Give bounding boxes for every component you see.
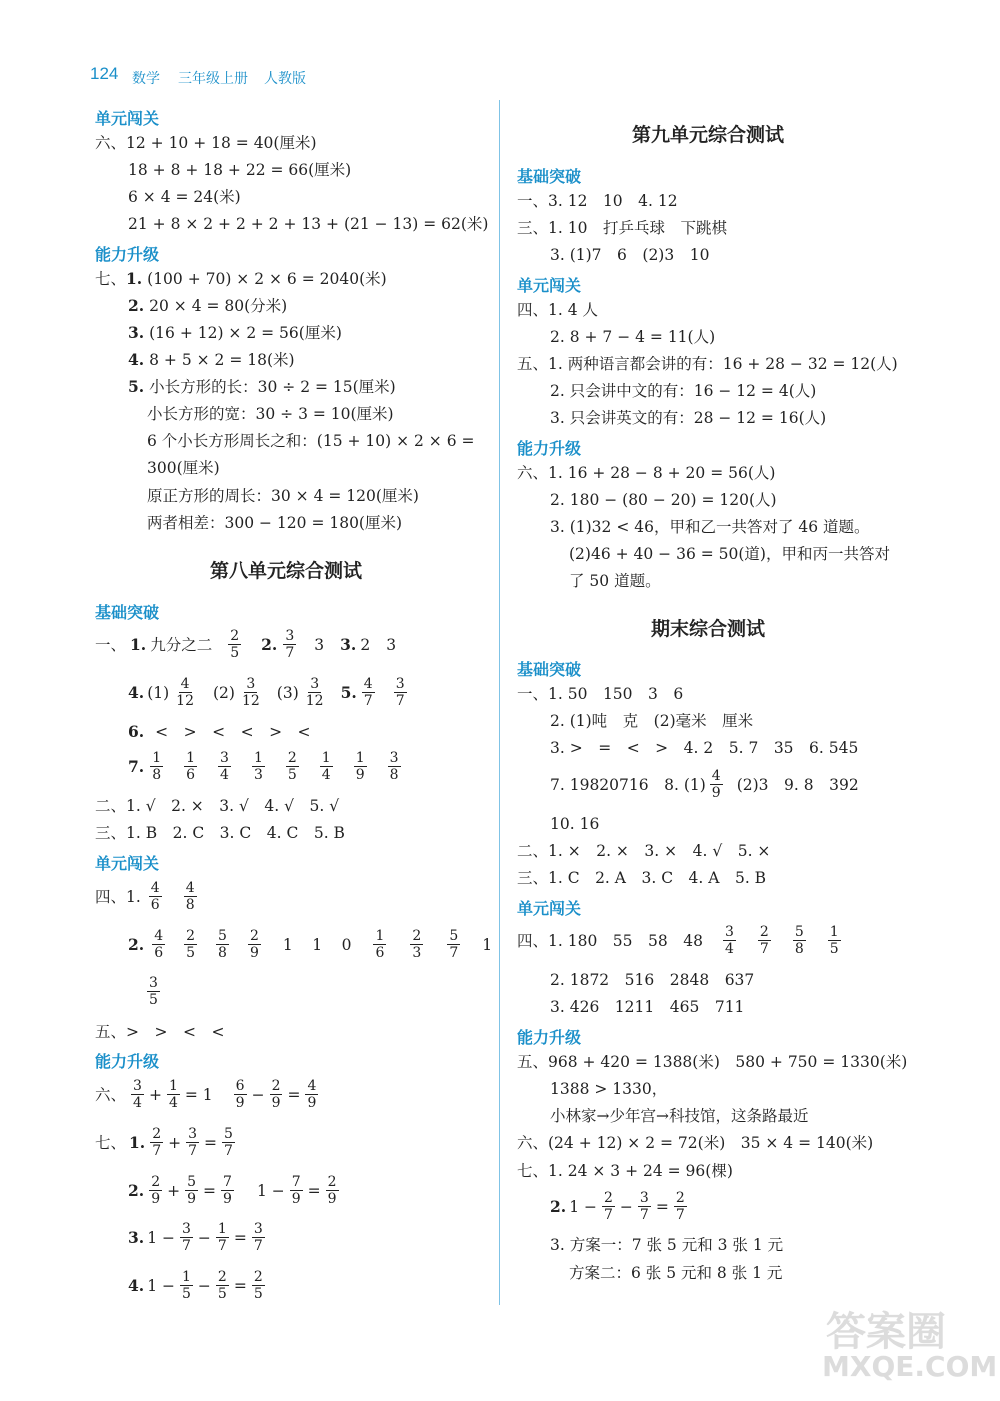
section-danyuan-1: 单元闯关 xyxy=(95,109,160,128)
section-jichu-8: 基础突破 xyxy=(95,603,160,622)
fraction: $\frac{1}{9}$ xyxy=(355,750,365,783)
section-nengli-1: 能力升级 xyxy=(95,245,160,264)
answer-line: 二、1. √ 2. × 3. √ 4. √ 5. √ xyxy=(95,797,340,815)
answer-line xyxy=(145,975,162,1008)
title-unit9: 第九单元综合测试 xyxy=(632,124,785,146)
answer-line: 七、1. (100 + 70) × 2 × 6 = 2040(米) xyxy=(95,269,387,288)
answer-line: 四、1. 180 55 58 48 $\frac{3}{4}$ $\frac{2}{7}$ $\frac{5}{8}$ $\frac{1}{5}$ xyxy=(517,924,839,957)
answer-line: 一、1. 50 150 3 6 xyxy=(517,685,684,703)
answer-line: 五、968 + 420 = 1388(米) 580 + 750 = 1330(米) xyxy=(517,1053,908,1071)
answer-line: 七、 1. $\frac{2}{7}$ + $\frac{3}{7}$ = $\frac{5}{7}$ xyxy=(95,1126,233,1159)
answer-line: 六、(24 + 12) × 2 = 72(米) 35 × 4 = 140(米) xyxy=(517,1134,874,1152)
fraction: $\frac{3}{7}$ xyxy=(285,628,295,661)
answer-line: 一、3. 12 10 4. 12 xyxy=(517,192,678,210)
answer-line: 2. 20 × 4 = 80(分米) xyxy=(128,296,288,315)
answer-line: 2. 1872 516 2848 637 xyxy=(550,971,755,989)
answer-line: 5. 小长方形的长：30 ÷ 2 = 15(厘米) xyxy=(128,377,396,396)
fraction: $\frac{3}{7}$ xyxy=(395,676,405,709)
fraction: $\frac{4}{7}$ xyxy=(363,676,373,709)
answer-line: 四、1. 4 人 xyxy=(517,301,599,319)
answer-line: 二、1. × 2. × 3. × 4. √ 5. × xyxy=(517,842,771,860)
answer-line: 1388 > 1330， xyxy=(550,1080,668,1098)
answer-line: 3. 只会讲英文的有：28 − 12 = 16(人) xyxy=(550,409,827,427)
fraction: $\frac{1}{6}$ xyxy=(375,928,385,961)
answer-line: 6 × 4 = 24(米) xyxy=(128,188,241,206)
answer-line: 五、> > < < xyxy=(95,1023,225,1041)
answer-line: 了 50 道题。 xyxy=(569,572,661,590)
title-final: 期末综合测试 xyxy=(651,618,766,640)
fraction: $\frac{4}{9}$ xyxy=(711,768,721,801)
answer-line: 原正方形的周长：30 × 4 = 120(厘米) xyxy=(147,487,419,505)
answer-line: 六、12 + 10 + 18 = 40(厘米) xyxy=(95,134,317,152)
section-danyuan-8: 单元闯关 xyxy=(95,854,160,873)
fraction: $\frac{5}{8}$ xyxy=(794,924,804,957)
answer-line: 五、1. 两种语言都会讲的有：16 + 28 − 32 = 12(人) xyxy=(517,355,898,373)
section-jichu-9: 基础突破 xyxy=(517,167,582,186)
fraction: $\frac{3}{4}$ xyxy=(220,750,229,783)
answer-line: 六、 $\frac{3}{4}$ + $\frac{1}{4}$ = 1 $\frac{6}{9}$ − $\frac{2}{9}$ = $\frac{4}{9}$ xyxy=(95,1078,317,1111)
section-jichu-final: 基础突破 xyxy=(517,660,582,679)
fraction: $\frac{2}{7}$ xyxy=(759,924,769,957)
answer-line: 4. 8 + 5 × 2 = 18(米) xyxy=(128,350,295,369)
page-number: 124 xyxy=(90,64,119,83)
answer-line: 2. 180 − (80 − 20) = 120(人) xyxy=(550,491,777,509)
section-nengli-9: 能力升级 xyxy=(517,439,582,458)
answer-line: 3. (1)7 6 (2)3 10 xyxy=(550,246,710,264)
answer-line: 三、1. C 2. A 3. C 4. A 5. B xyxy=(517,869,767,887)
title-unit8: 第八单元综合测试 xyxy=(210,560,363,582)
answer-line: (2)46 + 40 − 36 = 50(道)，甲和丙一共答对 xyxy=(569,545,890,563)
answer-line: 2. $\frac{2}{9}$ + $\frac{5}{9}$ = $\frac{7}{9}$ 1 − $\frac{7}{9}$ = $\frac{2}{9}$ xyxy=(128,1174,337,1207)
fraction: $\frac{3}{5}$ xyxy=(149,975,158,1008)
fraction: $\frac{4}{12}$ xyxy=(176,676,194,709)
answer-line: 三、1. B 2. C 3. C 4. C 5. B xyxy=(95,824,345,842)
answer-line: 小林家→少年宫→科技馆，这条路最近 xyxy=(550,1107,809,1125)
answer-line: 300(厘米) xyxy=(147,459,220,477)
answer-line: 2. 1 − $\frac{2}{7}$ − $\frac{3}{7}$ = $\frac{2}{7}$ xyxy=(550,1190,685,1223)
fraction: $\frac{1}{6}$ xyxy=(186,750,196,783)
answer-line: 两者相差：300 − 120 = 180(厘米) xyxy=(147,514,403,532)
answer-line: 一、 1. 九分之二 $\frac{2}{5}$ 2. $\frac{3}{7}$ 3 3. 2 3 xyxy=(95,628,397,661)
column-divider xyxy=(499,100,500,1305)
answer-line: 7. 19820716 8. (1) $\frac{4}{9}$ (2)3 9. 8 392 xyxy=(550,768,859,801)
fraction: $\frac{2}{5}$ xyxy=(230,628,240,661)
fraction: $\frac{2}{5}$ xyxy=(186,928,196,961)
answer-line: 3. 1 − $\frac{3}{7}$ − $\frac{1}{7}$ = $\frac{3}{7}$ xyxy=(128,1221,263,1254)
answer-line: 七、1. 24 × 3 + 24 = 96(棵) xyxy=(517,1162,733,1180)
answer-line: 2. $\frac{4}{6}$ $\frac{2}{5}$ $\frac{5}{8}$ $\frac{2}{9}$ 1 1 0 $\frac{1}{6}$ $\frac{2}{3}$ $\frac{5}{7}$ 1 xyxy=(128,928,493,961)
fraction: $\frac{1}{5}$ xyxy=(829,924,839,957)
answer-line: 四、1. $\frac{4}{6}$ $\frac{4}{8}$ xyxy=(95,880,195,913)
section-nengli-8: 能力升级 xyxy=(95,1052,160,1071)
fraction: $\frac{2}{5}$ xyxy=(287,750,297,783)
answer-line: 小长方形的宽：30 ÷ 3 = 10(厘米) xyxy=(147,405,394,423)
section-nengli-final: 能力升级 xyxy=(517,1028,582,1047)
fraction: $\frac{3}{12}$ xyxy=(241,676,260,709)
fraction: $\frac{5}{8}$ xyxy=(218,928,227,961)
answer-line: 21 + 8 × 2 + 2 + 2 + 13 + (21 − 13) = 62(米) xyxy=(128,215,489,233)
fraction: $\frac{1}{4}$ xyxy=(321,750,331,783)
watermark-logo: 答案圈 xyxy=(826,1309,946,1355)
answer-line: 10. 16 xyxy=(550,815,600,833)
answer-line: 2. 只会讲中文的有：16 − 12 = 4(人) xyxy=(550,382,817,400)
fraction: $\frac{3}{8}$ xyxy=(389,750,399,783)
subject-label: 数学 xyxy=(132,70,160,86)
answer-line: 三、1. 10 打乒乓球 下跳棋 xyxy=(517,219,727,237)
section-danyuan-9: 单元闯关 xyxy=(517,276,582,295)
answer-line: 4. (1) $\frac{4}{12}$ (2) $\frac{3}{12}$ (3) $\frac{3}{12}$ 5. $\frac{4}{7}$ $\frac{3}{7}$ xyxy=(128,676,405,709)
answer-line: 方案二：6 张 5 元和 8 张 1 元 xyxy=(569,1264,783,1282)
fraction: $\frac{1}{3}$ xyxy=(253,750,263,783)
answer-line: 3. (16 + 12) × 2 = 56(厘米) xyxy=(128,323,342,342)
answer-line: 2. (1)吨 克 (2)毫米 厘米 xyxy=(550,712,754,730)
answer-line: 7. $\frac{1}{8}$ $\frac{1}{6}$ $\frac{3}{4}$ $\frac{1}{3}$ $\frac{2}{5}$ $\frac{1}{4}$ $\frac{1}{9}$ $\frac{3}{8}$ xyxy=(128,750,399,783)
answer-line: 4. 1 − $\frac{1}{5}$ − $\frac{2}{5}$ = $\frac{2}{5}$ xyxy=(128,1269,263,1302)
watermark-url: MXQE.COM xyxy=(822,1350,998,1383)
fraction: $\frac{2}{9}$ xyxy=(249,928,259,961)
fraction: $\frac{2}{3}$ xyxy=(412,928,422,961)
section-danyuan-final: 单元闯关 xyxy=(517,899,582,918)
answer-line: 2. 8 + 7 − 4 = 11(人) xyxy=(550,328,716,346)
fraction: $\frac{4}{6}$ xyxy=(150,880,160,913)
fraction: $\frac{3}{4}$ xyxy=(724,924,734,957)
fraction: $\frac{1}{8}$ xyxy=(152,750,162,783)
answer-line: 3. > = < > 4. 2 5. 7 35 6. 545 xyxy=(550,739,859,757)
grade-label: 三年级上册 xyxy=(178,70,248,86)
answer-line: 3. 方案一：7 张 5 元和 3 张 1 元 xyxy=(550,1236,784,1254)
answer-line: 3. (1)32 < 46，甲和乙一共答对了 46 道题。 xyxy=(550,518,870,536)
answer-line: 六、1. 16 + 28 − 8 + 20 = 56(人) xyxy=(517,464,776,482)
answer-line: 3. 426 1211 465 711 xyxy=(550,998,745,1016)
fraction: $\frac{3}{12}$ xyxy=(305,676,324,709)
edition-label: 人教版 xyxy=(264,70,306,86)
fraction: $\frac{4}{8}$ xyxy=(185,880,195,913)
answer-line: 18 + 8 + 18 + 22 = 66(厘米) xyxy=(128,161,352,179)
answer-line: 6. < > < < > < xyxy=(128,722,311,741)
answer-line: 6 个小长方形周长之和：(15 + 10) × 2 × 6 = xyxy=(147,432,475,450)
fraction: $\frac{4}{6}$ xyxy=(154,928,164,961)
fraction: $\frac{5}{7}$ xyxy=(449,928,459,961)
